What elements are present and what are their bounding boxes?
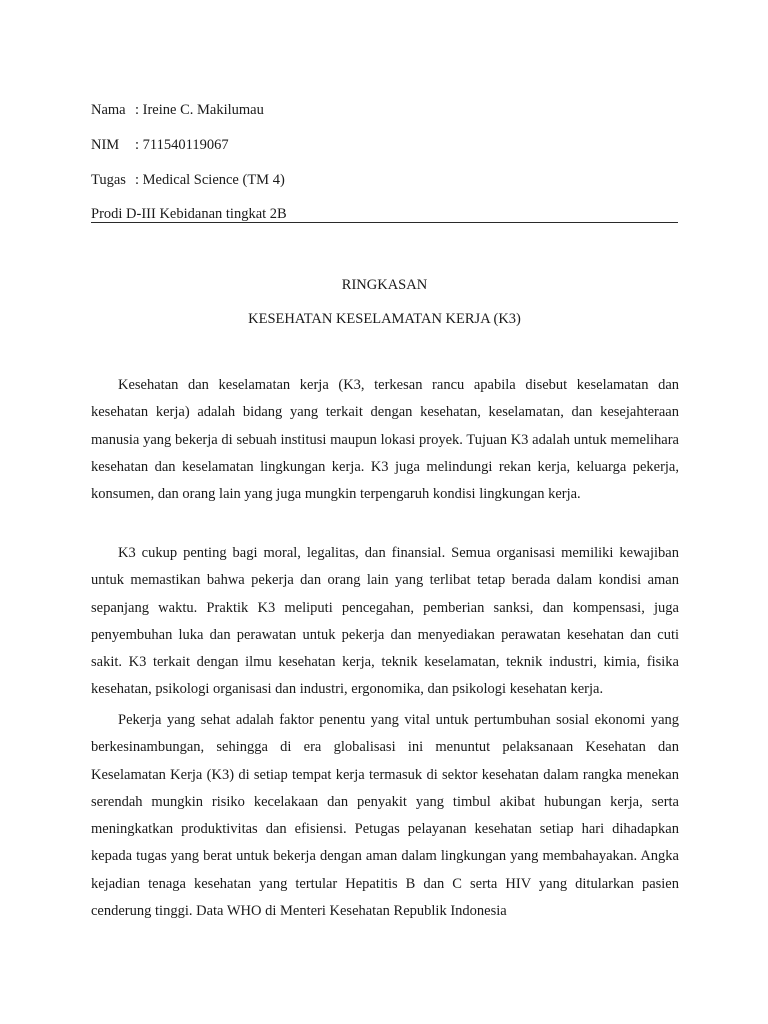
nama-line <box>91 101 264 119</box>
nama-value: : Ireine C. Makilumau <box>135 102 264 118</box>
nim-label: NIM <box>91 137 120 153</box>
tugas-value: : Medical Science (TM 4) <box>135 172 285 188</box>
nim-value: : 711540119067 <box>135 137 229 153</box>
tugas-line <box>91 171 285 189</box>
nim-line <box>91 136 229 154</box>
prodi-line: Prodi D-III Kebidanan tingkat 2B <box>91 206 287 222</box>
paragraph-3: Pekerja yang sehat adalah faktor penentu yang vital untuk pertumbuhan sosial ekonomi yang berkesinambungan, sehingga di era globalisasi ini menuntut pelaksanaan Kesehatan dan Keselamatan Kerja (K3) di setiap tempat kerja termasuk di sektor kesehatan dalam rangka menekan serendah mungkin risiko kecelakaan dan penyakit yang timbul akibat hubungan kerja, serta meningkatkan produktivitas dan efisiensi. Petugas pelayanan kesehatan setiap hari dihadapkan kepada tugas yang berat untuk bekerja dengan aman dalam lingkungan yang membahayakan. Angka kejadian tenaga kesehatan yang tertular Hepatitis B dan C serta HIV yang ditularkan pasien cenderung tinggi. Data WHO di Menteri Kesehatan Republik Indonesia <box>91 712 679 920</box>
header-divider <box>91 222 678 223</box>
document-subtitle: KESEHATAN KESELAMATAN KERJA (K3) <box>248 311 521 327</box>
nama-label: Nama <box>91 102 126 118</box>
document-title: RINGKASAN <box>341 277 428 293</box>
paragraph-2: K3 cukup penting bagi moral, legalitas, dan finansial. Semua organisasi memiliki kewajiban untuk memastikan bahwa pekerja dan orang lain yang terlibat tetap berada dalam kondisi aman sepanjang waktu. Praktik K3 meliputi pencegahan, pemberian sanksi, dan kompensasi, juga penyembuhan luka dan perawatan untuk pekerja dan menyediakan perawatan kesehatan dan cuti sakit. K3 terkait dengan ilmu kesehatan kerja, teknik keselamatan, teknik industri, kimia, fisika kesehatan, psikologi organisasi dan industri, ergonomika, dan psikologi kesehatan kerja. <box>91 545 679 698</box>
paragraph-1: Kesehatan dan keselamatan kerja (K3, terkesan rancu apabila disebut keselamatan dan kesehatan kerja) adalah bidang yang terkait dengan kesehatan, keselamatan, dan kesejahteraan manusia yang bekerja di sebuah institusi maupun lokasi proyek. Tujuan K3 adalah untuk memelihara kesehatan dan keselamatan lingkungan kerja. K3 juga melindungi rekan kerja, keluarga pekerja, konsumen, dan orang lain yang juga mungkin terpengaruh kondisi lingkungan kerja. <box>91 377 679 503</box>
tugas-label: Tugas <box>91 172 126 188</box>
